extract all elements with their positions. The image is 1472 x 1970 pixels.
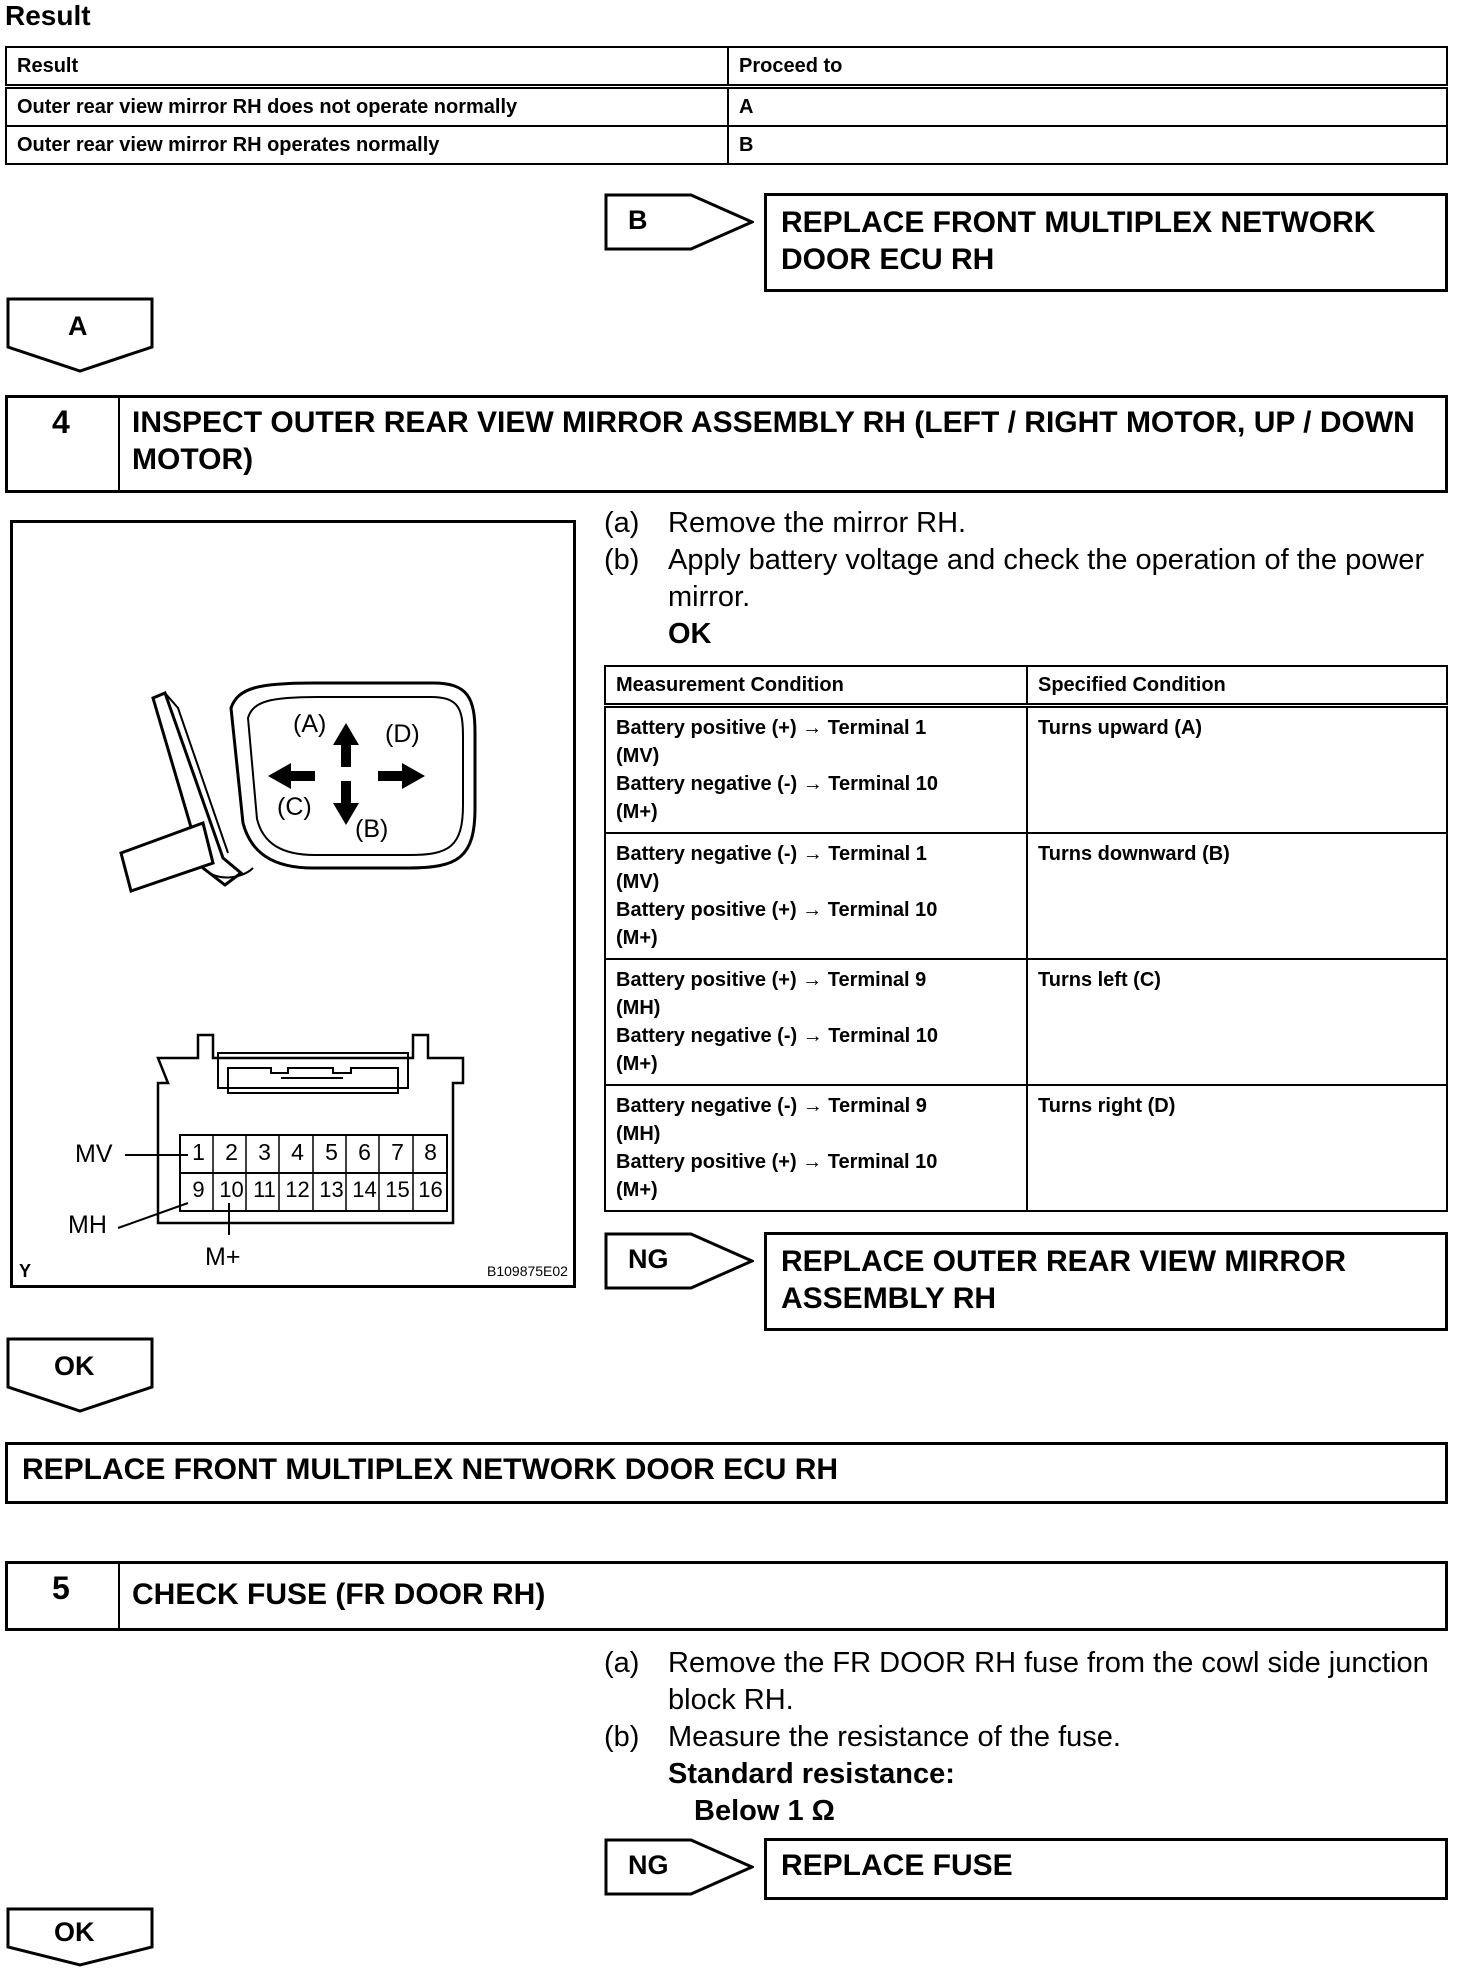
- ng-tag-label: NG: [628, 1244, 669, 1274]
- standard-resistance-label: Standard resistance:: [668, 1758, 955, 1790]
- condition-line: (MH): [616, 997, 661, 1019]
- condition-line: Battery negative (-) → Terminal 1: [616, 843, 927, 865]
- step-4-instructions: [604, 505, 1444, 653]
- mirror-connector-figure: [10, 520, 576, 1288]
- instruction-text: Remove the FR DOOR RH fuse from the cowl side junction block RH.: [668, 1647, 1429, 1716]
- pin-4: 4: [291, 1139, 304, 1165]
- result-cell: Outer rear view mirror RH does not operate normally: [6, 87, 728, 127]
- right-arrow-tag-icon: [604, 193, 754, 251]
- result-col-header: Result: [6, 47, 728, 87]
- condition-line: Battery positive (+) → Terminal 10: [616, 1151, 938, 1173]
- pin-7: 7: [391, 1139, 404, 1165]
- pin-2: 2: [225, 1139, 238, 1165]
- ok-tag-label: OK: [54, 1917, 95, 1947]
- replace-ecu-action-b: REPLACE FRONT MULTIPLEX NETWORK DOOR ECU RH: [764, 193, 1448, 292]
- instruction-row: [604, 542, 1444, 616]
- spec-col-header: Specified Condition: [1027, 666, 1447, 706]
- standard-resistance-value: Below 1 Ω: [694, 1795, 835, 1827]
- pin-9: 9: [192, 1177, 205, 1202]
- pin-12: 12: [285, 1177, 310, 1202]
- measurement-col-header: Measurement Condition: [605, 666, 1027, 706]
- ok-tag-label: OK: [54, 1351, 95, 1381]
- condition-line: Battery negative (-) → Terminal 10: [616, 773, 938, 795]
- step-title: INSPECT OUTER REAR VIEW MIRROR ASSEMBLY RH (LEFT / RIGHT MOTOR, UP / DOWN MOTOR): [132, 406, 1415, 476]
- pin-5: 5: [325, 1139, 338, 1165]
- spec-cell: Turns upward (A): [1027, 706, 1447, 834]
- condition-line: Battery negative (-) → Terminal 10: [616, 1025, 938, 1047]
- condition-line: Battery positive (+) → Terminal 1: [616, 717, 927, 739]
- ok-tag: [6, 1907, 154, 1967]
- measurement-cell: [605, 833, 1027, 959]
- right-arrow-tag-icon: [604, 1232, 754, 1290]
- pin-1: 1: [192, 1139, 205, 1165]
- branch-b-tag: [604, 193, 754, 251]
- pin-3: 3: [258, 1139, 271, 1165]
- ok-label: OK: [668, 618, 712, 650]
- condition-line: (MH): [616, 1123, 661, 1145]
- instruction-row: [604, 1719, 1444, 1756]
- pin-label-mplus: M+: [205, 1243, 241, 1271]
- proceed-cell: A: [728, 87, 1447, 127]
- instruction-label: (a): [604, 507, 640, 539]
- instruction-row: [604, 505, 1444, 542]
- pin-16: 16: [418, 1177, 443, 1202]
- arrow-label-c: (C): [277, 793, 312, 821]
- proceed-cell: B: [728, 126, 1447, 164]
- instruction-text: Apply battery voltage and check the operation of the power mirror.: [668, 544, 1425, 613]
- instruction-label: (b): [604, 544, 640, 576]
- spec-cell: Turns downward (B): [1027, 833, 1447, 959]
- condition-line: (M+): [616, 801, 658, 823]
- ng-tag-label: NG: [628, 1850, 669, 1880]
- measurement-cell: [605, 1085, 1027, 1211]
- proceed-col-header: Proceed to: [728, 47, 1447, 87]
- condition-line: Battery positive (+) → Terminal 10: [616, 899, 938, 921]
- measurement-cell: [605, 706, 1027, 834]
- pin-14: 14: [352, 1177, 377, 1202]
- arrow-label-b: (B): [355, 815, 389, 843]
- condition-line: (M+): [616, 1179, 658, 1201]
- figure-corner-letter: Y: [19, 1261, 32, 1281]
- result-heading: Result: [5, 0, 91, 31]
- spec-cell: Turns left (C): [1027, 959, 1447, 1085]
- arrow-label-d: (D): [385, 720, 420, 748]
- result-table: [5, 46, 1448, 165]
- ng-tag: [604, 1232, 754, 1290]
- tag-a: [6, 297, 154, 373]
- step-title: CHECK FUSE (FR DOOR RH): [132, 1578, 546, 1611]
- condition-line: (M+): [616, 927, 658, 949]
- step-5-instructions: [604, 1645, 1444, 1830]
- condition-line: (MV): [616, 871, 660, 893]
- step-4-header: [5, 395, 1448, 493]
- replace-fuse-action: REPLACE FUSE: [764, 1838, 1448, 1900]
- pin-15: 15: [385, 1177, 410, 1202]
- instruction-label: (a): [604, 1647, 640, 1679]
- condition-line: (M+): [616, 1053, 658, 1075]
- step-number: 5: [8, 1564, 120, 1628]
- replace-ecu-box: REPLACE FRONT MULTIPLEX NETWORK DOOR ECU RH: [5, 1442, 1448, 1504]
- instruction-text: Measure the resistance of the fuse.: [668, 1721, 1121, 1753]
- result-cell: Outer rear view mirror RH operates normally: [6, 126, 728, 164]
- condition-line: Battery negative (-) → Terminal 9: [616, 1095, 927, 1117]
- right-arrow-tag-icon: [604, 1838, 754, 1896]
- pin-label-mh: MH: [68, 1211, 107, 1239]
- pin-label-mv: MV: [75, 1140, 113, 1168]
- tag-a-label: A: [68, 311, 88, 341]
- ok-tag: [6, 1337, 154, 1413]
- measurement-cell: [605, 959, 1027, 1085]
- pin-6: 6: [358, 1139, 371, 1165]
- pin-8: 8: [424, 1139, 437, 1165]
- instruction-label: (b): [604, 1721, 640, 1753]
- mirror-diagram-icon: [13, 523, 573, 1285]
- figure-code: B109875E02: [487, 1263, 568, 1279]
- condition-line: Battery positive (+) → Terminal 9: [616, 969, 927, 991]
- condition-line: (MV): [616, 745, 660, 767]
- step-number: 4: [8, 398, 120, 490]
- step-5-header: [5, 1561, 1448, 1631]
- replace-mirror-action: REPLACE OUTER REAR VIEW MIRROR ASSEMBLY RH: [764, 1232, 1448, 1331]
- pin-13: 13: [319, 1177, 344, 1202]
- measurement-table: [604, 665, 1448, 1212]
- arrow-label-a: (A): [293, 710, 327, 738]
- pin-11: 11: [253, 1177, 276, 1202]
- branch-b-label: B: [628, 205, 648, 235]
- spec-cell: Turns right (D): [1027, 1085, 1447, 1211]
- instruction-text: Remove the mirror RH.: [668, 507, 967, 539]
- pin-10: 10: [219, 1177, 244, 1202]
- instruction-row: [604, 1645, 1444, 1719]
- ng-tag: [604, 1838, 754, 1896]
